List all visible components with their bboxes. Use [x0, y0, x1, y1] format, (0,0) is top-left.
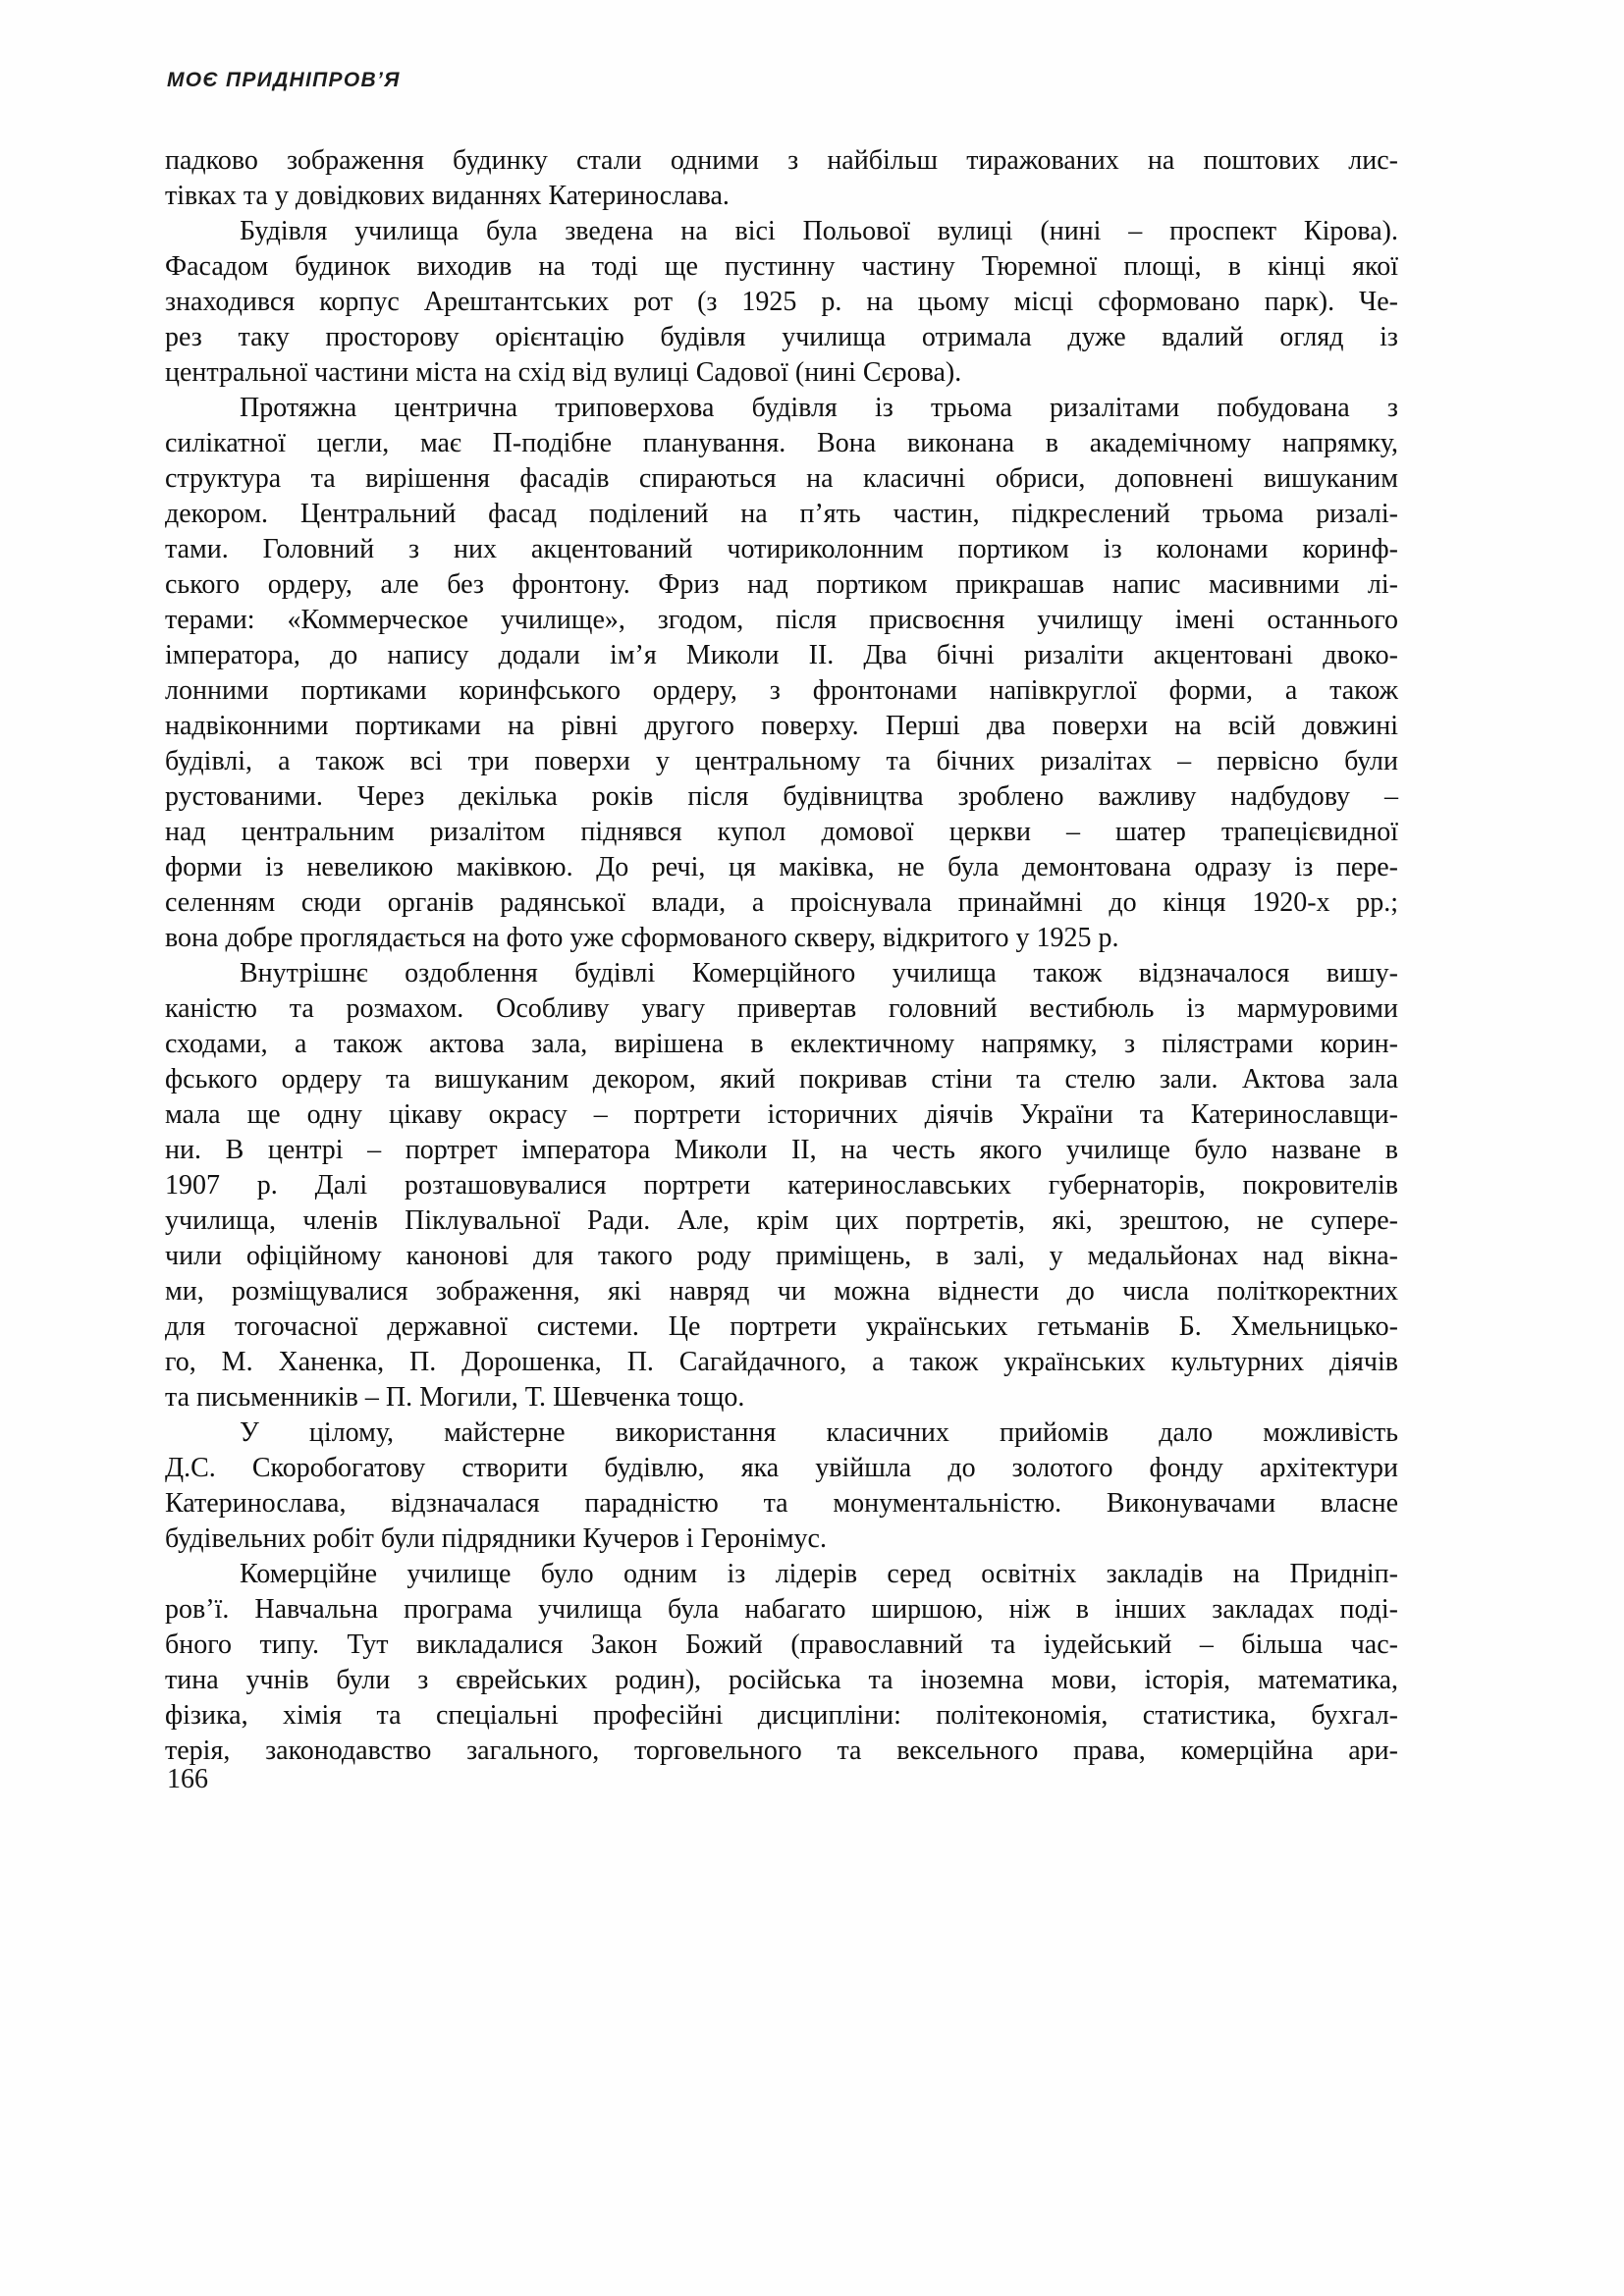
- paragraph: [165, 1557, 1398, 1769]
- text-line: структура та вирішення фасадів спираються на класичні обриси, доповнені вишуканим: [165, 463, 1398, 494]
- text-line: ни. В центрі – портрет імператора Миколи ІІ, на честь якого училище було назване в: [165, 1135, 1398, 1165]
- text-line: Будівля училища була зведена на вісі Польової вулиці (нині – проспект Кірова).: [240, 216, 1398, 246]
- text-line: вона добре проглядається на фото уже сформованого скверу, відкритого у 1925 р.: [165, 923, 1119, 953]
- paragraph: [165, 1415, 1398, 1557]
- text-line: тина учнів були з єврейських родин), російська та іноземна мови, історія, математика,: [165, 1665, 1398, 1695]
- text-line: ського ордеру, але без фронтону. Фриз над портиком прикрашав напис масивними лі-: [165, 569, 1398, 600]
- text-line: 1907 р. Далі розташовувалися портрети катеринославських губернаторів, покровителів: [165, 1170, 1398, 1201]
- text-line: Катеринослава, відзначалася парадністю та монументальністю. Виконувачами власне: [165, 1488, 1398, 1519]
- text-line: силікатної цегли, має П-подібне планування. Вона виконана в академічному напрямку,: [165, 428, 1398, 458]
- text-line: бного типу. Тут викладалися Закон Божий (православний та іудейський – більша час-: [165, 1629, 1398, 1660]
- text-line: училища, членів Піклувальної Ради. Але, крім цих портретів, які, зрештою, не супере-: [165, 1205, 1398, 1236]
- text-line: У цілому, майстерне використання класичних прийомів дало можливість: [240, 1417, 1398, 1448]
- body-text: [165, 143, 1398, 1769]
- text-line: будівельних робіт були підрядники Кучеров і Геронімус.: [165, 1523, 827, 1554]
- text-line: чили офіційному канонові для такого роду приміщень, в залі, у медальйонах над вікна-: [165, 1241, 1398, 1271]
- text-line: Д.С. Скоробогатову створити будівлю, яка увійшла до золотого фонду архітектури: [165, 1453, 1398, 1483]
- text-line: центральної частини міста на схід від вулиці Садової (нині Сєрова).: [165, 357, 962, 388]
- text-line: терія, законодавство загального, торговельного та вексельного права, комерційна ари-: [165, 1735, 1398, 1766]
- paragraph: [165, 143, 1398, 214]
- text-line: селенням сюди органів радянської влади, а проіснувала принаймні до кінця 1920-х рр.;: [165, 887, 1398, 918]
- text-line: над центральним ризалітом піднявся купол домової церкви – шатер трапецієвидної: [165, 817, 1398, 847]
- text-line: падково зображення будинку стали одними з найбільш тиражованих на поштових лис-: [165, 145, 1398, 176]
- text-line: Комерційне училище було одним із лідерів серед освітніх закладів на Придніп-: [240, 1559, 1398, 1589]
- text-line: фізика, хімія та спеціальні професійні дисципліни: політекономія, статистика, бухгал-: [165, 1700, 1398, 1731]
- text-line: го, М. Ханенка, П. Дорошенка, П. Сагайдачного, а також українських культурних діячів: [165, 1347, 1398, 1377]
- page-number: 166: [167, 1764, 208, 1794]
- text-line: рез таку просторову орієнтацію будівля училища отримала дуже вдалий огляд із: [165, 322, 1398, 352]
- paragraph: [165, 214, 1398, 391]
- paragraph: [165, 956, 1398, 1415]
- text-line: сходами, а також актова зала, вирішена в еклектичному напрямку, з пілястрами корин-: [165, 1029, 1398, 1059]
- text-line: мала ще одну цікаву окрасу – портрети історичних діячів України та Катеринославщи-: [165, 1099, 1398, 1130]
- text-line: та письменників – П. Могили, Т. Шевченка тощо.: [165, 1382, 745, 1413]
- text-line: надвіконними портиками на рівні другого поверху. Перші два поверхи на всій довжині: [165, 711, 1398, 741]
- text-line: будівлі, а також всі три поверхи у центральному та бічних ризалітах – первісно були: [165, 746, 1398, 776]
- text-line: каністю та розмахом. Особливу увагу привертав головний вестибюль із мармуровими: [165, 993, 1398, 1024]
- text-line: для тогочасної державної системи. Це портрети українських гетьманів Б. Хмельницько-: [165, 1311, 1398, 1342]
- text-line: Фасадом будинок виходив на тоді ще пустинну частину Тюремної площі, в кінці якої: [165, 251, 1398, 282]
- text-line: лонними портиками коринфського ордеру, з фронтонами напівкруглої форми, а також: [165, 675, 1398, 706]
- paragraph: [165, 391, 1398, 956]
- text-line: рустованими. Через декілька років після будівництва зроблено важливу надбудову –: [165, 781, 1398, 812]
- text-line: фського ордеру та вишуканим декором, який покривав стіни та стелю зали. Актова зала: [165, 1064, 1398, 1095]
- text-line: Внутрішнє оздоблення будівлі Комерційного училища також відзначалося вишу-: [240, 958, 1398, 988]
- text-line: тівках та у довідкових виданнях Катеринослава.: [165, 181, 730, 211]
- text-line: тами. Головний з них акцентований чотириколонним портиком із колонами коринф-: [165, 534, 1398, 564]
- text-line: терами: «Коммерческое училище», згодом, після присвоєння училищу імені останнього: [165, 605, 1398, 635]
- running-header: МОЄ ПРИДНІПРОВ’Я: [167, 69, 401, 91]
- text-line: Протяжна центрична триповерхова будівля із трьома ризалітами побудована з: [240, 393, 1398, 423]
- text-line: форми із невеликою маківкою. До речі, ця маківка, не була демонтована одразу із пере-: [165, 852, 1398, 882]
- text-line: декором. Центральний фасад поділений на п’ять частин, підкреслений трьома ризалі-: [165, 499, 1398, 529]
- text-line: ми, розміщувалися зображення, які навряд чи можна віднести до числа політкоректних: [165, 1276, 1398, 1307]
- text-line: знаходився корпус Арештантських рот (з 1925 р. на цьому місці сформовано парк). Че-: [165, 287, 1398, 317]
- text-line: ров’ї. Навчальна програма училища була набагато ширшою, ніж в інших закладах поді-: [165, 1594, 1398, 1625]
- text-line: імператора, до напису додали ім’я Миколи ІІ. Два бічні ризаліти акцентовані двоко-: [165, 640, 1398, 670]
